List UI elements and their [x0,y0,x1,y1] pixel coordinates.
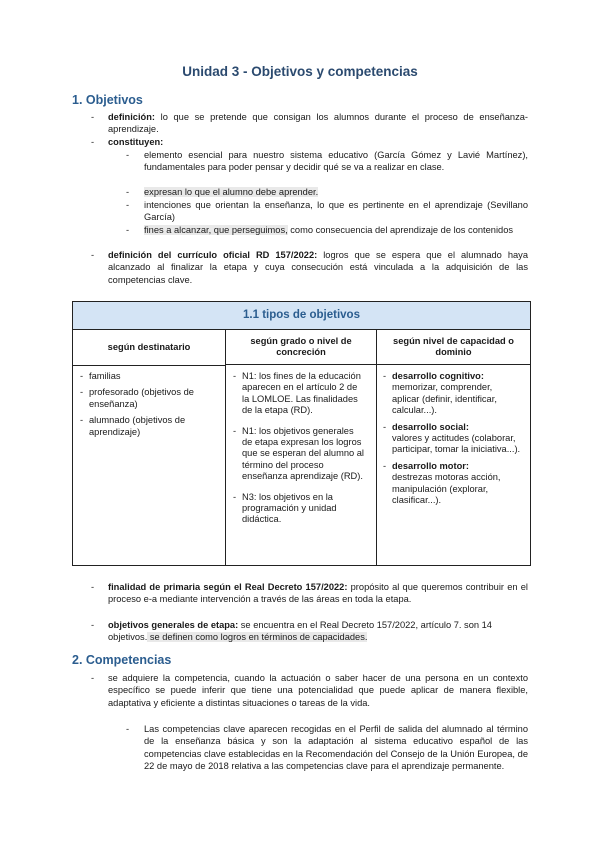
bullet-dash: - [91,137,95,147]
list-item: - desarrollo motor: destrezas motoras acción, manipulación (explorar, clasificar...). [383,461,521,507]
list-item: - desarrollo social: valores y actitudes (colaborar, participar, tomar la iniciativa...). [383,422,521,456]
list-item: - N1: los objetivos generales de etapa expresan los logros que se esperan del alumno al término del proceso enseñanza aprendizaje (RD). [233,426,365,483]
competencias-clave-paragraph: Las competencias clave aparecen recogidas en el Perfil de salida del alumnado al término de la enseñanza básica y son la adaptación al sistema educativo español de las competencias clave establecidas en la Recomendación del Consejo de la Unión Europea, de 22 de mayo de 2018 relativa a las competencias clave para el aprendizaje permanente. [144,724,528,772]
table-header-capacidad: según nivel de capacidad o dominio [377,330,530,365]
curriculo-term: definición del currículo oficial RD 157/2022: [108,250,318,260]
curriculo-text: logros que se espera que el alumnado haya alcanzado al finalizar la etapa y cuya consecución está vinculada a la adquisición de las competencias clave. [108,250,529,285]
generales-term: objetivos generales de etapa: [108,620,239,630]
objectives-table [72,301,531,566]
constituyen-sub-2 [144,186,318,198]
sub-bullet-dash: - [126,724,130,734]
bullet-dash: - [91,620,95,630]
table-divider [376,330,377,565]
constituyen-paragraph [108,136,163,148]
table-header-concrecion: según grado o nivel de concreción [226,330,376,365]
table-divider [225,330,226,565]
competencia-definition: se adquiere la competencia, cuando la actuación o saber hacer de una persona en un contexto específico se puede inferir que tiene una potencialidad que puede aplicar de manera flexible, adaptativa y eficiente a distintas situaciones o tareas de la vida. [108,673,528,708]
sub-bullet-dash: - [126,225,130,235]
bullet-dash: - [91,112,95,122]
table-cell-concrecion [233,371,365,531]
list-item: - N1: los fines de la educación aparecen en el artículo 2 de la LOMLOE. Las finalidades de la etapa (RD). [233,371,365,417]
section-heading-objetivos: 1. Objetivos [72,93,143,107]
table-title: 1.1 tipos de objetivos [73,302,530,330]
constituyen-sub-1: elemento esencial para nuestro sistema educativo (García Gómez y Lavié Martínez), fundamentales para poder pensar y decidir qué se va a realizar en clase. [144,150,528,173]
sub-bullet-dash: - [126,200,130,210]
constituyen-term: constituyen: [108,137,164,147]
generales-text: se encuentra en el Real Decreto 157/2022, artículo 7. son 14 objetivos. [108,620,492,643]
list-item: - alumnado (objetivos de aprendizaje) [80,415,218,438]
table-cell-destinatario [80,371,218,443]
finalidad-term: finalidad de primaria según el Real Decreto 157/2022: [108,582,348,592]
highlighted-text: fines a alcanzar, que perseguimos, [144,225,288,235]
definicion-text: lo que se pretende que consigan los alumnos durante el proceso de enseñanza-aprendizaje. [108,112,528,135]
constituyen-sub-3: intenciones que orientan la enseñanza, lo que es pertinente en el aprendizaje (Sevillano García) [144,200,528,223]
page-title: Unidad 3 - Objetivos y competencias [182,64,418,79]
bullet-dash: - [91,582,95,592]
list-item: - familias [80,371,218,382]
highlighted-text: expresan lo que el alumno debe aprender. [144,187,319,197]
sub-bullet-dash: - [126,187,130,197]
curriculo-paragraph [108,249,528,286]
list-item: - profesorado (objetivos de enseñanza) [80,387,218,410]
finalidad-paragraph [108,581,528,606]
list-item: - desarrollo cognitivo: memorizar, comprender, aplicar (definir, identificar, calcular...). [383,371,521,417]
definicion-paragraph [108,111,528,136]
generales-paragraph [108,619,528,644]
section-heading-competencias: 2. Competencias [72,653,172,667]
table-cell-capacidad [383,371,521,511]
bullet-dash: - [91,250,95,260]
highlighted-text: se definen como logros en términos de capacidades. [147,632,368,643]
definicion-term: definición: [108,112,155,122]
sub-bullet-dash: - [126,150,130,160]
finalidad-text: propósito al que queremos contribuir en el proceso e-a mediante intervención a través de las áreas en toda la etapa. [108,582,528,605]
list-item: - N3: los objetivos en la programación y unidad didáctica. [233,492,365,526]
table-header-destinatario: según destinatario [73,330,225,366]
bullet-dash: - [91,673,95,683]
constituyen-sub-4: fines a alcanzar, que perseguimos, como consecuencia del aprendizaje de los contenidos [144,225,514,235]
